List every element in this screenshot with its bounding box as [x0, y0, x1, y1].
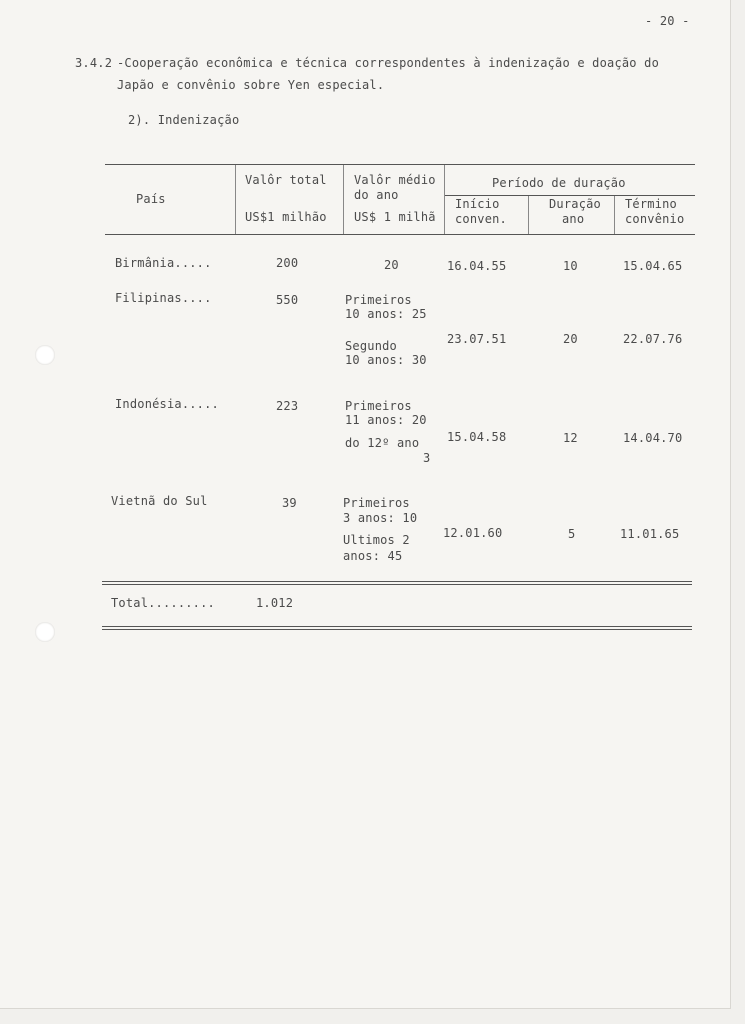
- cell-valor-total: 223: [276, 399, 299, 413]
- header-termino: Término: [625, 197, 677, 211]
- section-number: 3.4.2: [75, 56, 113, 70]
- header-valor-total: Valôr total: [245, 173, 327, 187]
- column-divider: [235, 165, 236, 234]
- section-title-line1: -Cooperação econômica e técnica correspondentes à indenização e doação do: [117, 56, 659, 70]
- column-divider: [528, 196, 529, 234]
- cell-duracao: 10: [563, 259, 578, 273]
- header-periodo: Período de duração: [492, 176, 626, 190]
- cell-inicio: 12.01.60: [443, 526, 503, 540]
- column-divider: [444, 165, 445, 234]
- punch-hole: [35, 345, 55, 365]
- cell-medio-line: 11 anos: 20: [345, 413, 427, 427]
- punch-hole: [35, 622, 55, 642]
- header-inicio: Início: [455, 197, 500, 211]
- header-bottom-rule: [105, 234, 695, 235]
- cell-medio-line: Ultimos 2: [343, 533, 410, 547]
- cell-termino: 15.04.65: [623, 259, 683, 273]
- header-valor-medio: Valôr médio: [354, 173, 436, 187]
- header-duracao-2: ano: [562, 212, 585, 226]
- table-divider-rule: [102, 581, 692, 582]
- total-label: Total.........: [111, 596, 215, 610]
- total-value: 1.012: [256, 596, 294, 610]
- table-top-rule: [105, 164, 695, 165]
- header-valor-medio-unit: US$ 1 milhã: [354, 210, 436, 224]
- cell-pais: Filipinas....: [115, 291, 212, 305]
- cell-inicio: 23.07.51: [447, 332, 507, 346]
- page-number: - 20 -: [645, 14, 690, 28]
- cell-termino: 11.01.65: [620, 527, 680, 541]
- header-valor-medio-2: do ano: [354, 188, 399, 202]
- cell-medio-line: 3: [423, 451, 431, 465]
- cell-medio-line: Primeiros: [345, 399, 412, 413]
- cell-duracao: 12: [563, 431, 578, 445]
- header-pais: País: [136, 192, 166, 206]
- column-divider: [614, 196, 615, 234]
- cell-termino: 22.07.76: [623, 332, 683, 346]
- cell-inicio: 16.04.55: [447, 259, 507, 273]
- cell-medio-line: 10 anos: 30: [345, 353, 427, 367]
- cell-valor-medio: 20: [384, 258, 399, 272]
- cell-medio-line: Segundo: [345, 339, 397, 353]
- header-termino-2: convênio: [625, 212, 685, 226]
- table-bottom-rule: [102, 626, 692, 627]
- cell-medio-line: Primeiros: [345, 293, 412, 307]
- cell-pais: Vietnã do Sul: [111, 494, 208, 508]
- cell-medio-line: 10 anos: 25: [345, 307, 427, 321]
- table-divider-rule: [102, 584, 692, 585]
- table-bottom-rule: [102, 629, 692, 630]
- cell-medio-line: do 12º ano: [345, 436, 420, 450]
- cell-pais: Birmânia.....: [115, 256, 212, 270]
- cell-termino: 14.04.70: [623, 431, 683, 445]
- subsection-title: 2). Indenização: [128, 113, 240, 127]
- header-valor-total-unit: US$1 milhão: [245, 210, 327, 224]
- header-duracao: Duração: [549, 197, 601, 211]
- cell-duracao: 5: [568, 527, 576, 541]
- cell-duracao: 20: [563, 332, 578, 346]
- section-title-line2: Japão e convênio sobre Yen especial.: [117, 78, 385, 92]
- cell-valor-total: 39: [282, 496, 297, 510]
- header-inicio-2: conven.: [455, 212, 507, 226]
- cell-valor-total: 550: [276, 293, 299, 307]
- cell-medio-line: anos: 45: [343, 549, 403, 563]
- cell-valor-total: 200: [276, 256, 299, 270]
- cell-inicio: 15.04.58: [447, 430, 507, 444]
- cell-pais: Indonésia.....: [115, 397, 219, 411]
- cell-medio-line: Primeiros: [343, 496, 410, 510]
- column-divider: [343, 165, 344, 234]
- period-subheader-rule: [445, 195, 695, 196]
- cell-medio-line: 3 anos: 10: [343, 511, 418, 525]
